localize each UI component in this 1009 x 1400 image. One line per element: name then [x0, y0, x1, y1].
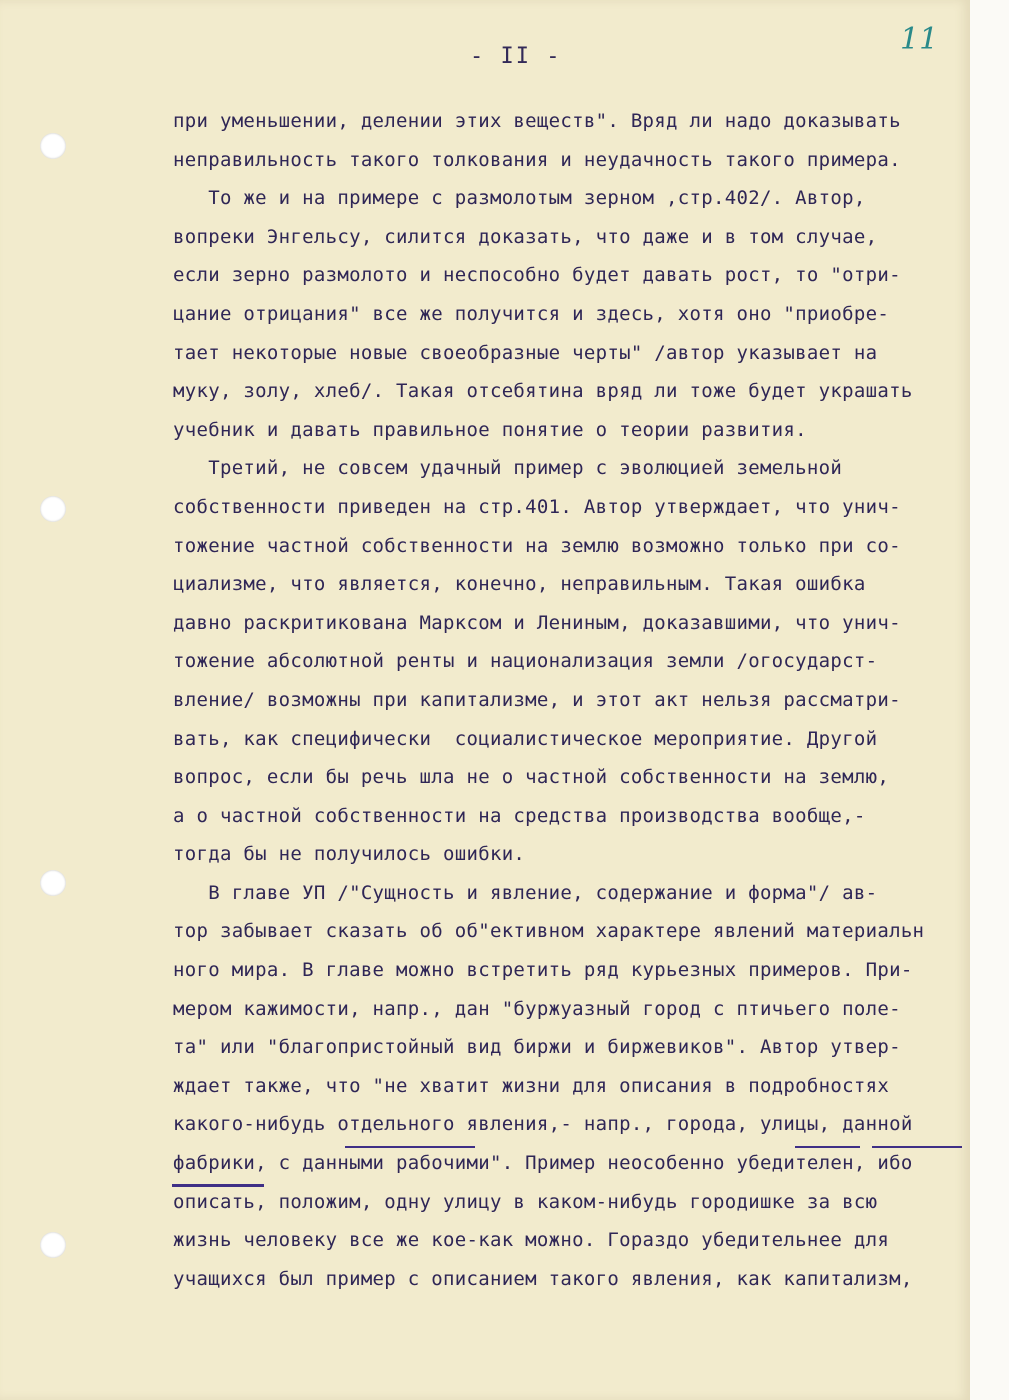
ink-underline: [795, 1146, 860, 1148]
text-line: неправильность такого толкования и неудачность такого примера.: [173, 148, 901, 171]
ink-underline: [172, 1184, 264, 1187]
typed-body-text: [173, 102, 965, 1298]
text-line: учебник и давать правильное понятие о теории развития.: [173, 418, 807, 441]
text-line: вление/ возможны при капитализме, и этот акт нельзя рассматри-: [173, 688, 901, 711]
text-line: мером кажимости, напр., дан "буржуазный город с птичьего поле-: [173, 997, 901, 1020]
handwritten-folio-number: 11: [900, 22, 939, 57]
text-line: учащихся был пример с описанием такого явления, как капитализм,: [173, 1267, 913, 1290]
text-line: та" или "благопристойный вид биржи и биржевиков". Автор утвер-: [173, 1036, 901, 1059]
text-line: ждает также, что "не хватит жизни для описания в подробностях: [173, 1074, 890, 1097]
text-line: ного мира. В главе можно встретить ряд курьезных примеров. При-: [173, 959, 913, 982]
text-line: тор забывает сказать об об"ективном характере явлений материальн: [173, 920, 925, 943]
text-line: собственности приведен на стр.401. Автор утверждает, что унич-: [173, 495, 901, 518]
text-line: тает некоторые новые своеобразные черты" /автор указывает на: [173, 341, 878, 364]
text-line: муку, золу, хлеб/. Такая отсебятина вряд ли тоже будет украшать: [173, 380, 913, 403]
text-line: То же и на примере с размолотым зерном ,стр.402/. Автор,: [173, 187, 866, 210]
binder-hole: [40, 133, 66, 159]
text-line: вопреки Энгельсу, силится доказать, что даже и в том случае,: [173, 225, 878, 248]
text-line: Третий, не совсем удачный пример с эволюцией земельной: [173, 457, 843, 480]
binder-hole: [40, 496, 66, 522]
text-line: вать, как специфически социалистическое мероприятие. Другой: [173, 727, 878, 750]
ink-underline: [345, 1146, 475, 1148]
text-line: циализме, что является, конечно, неправильным. Такая ошибка: [173, 573, 866, 596]
text-line: при уменьшении, делении этих веществ". Вряд ли надо доказывать: [173, 110, 901, 132]
text-line: если зерно размолото и неспособно будет давать рост, то "отри-: [173, 264, 901, 287]
binder-hole: [40, 870, 66, 896]
text-line: вопрос, если бы речь шла не о частной собственности на землю,: [173, 766, 890, 789]
ink-underline: [872, 1146, 962, 1148]
page-edge: [970, 0, 1009, 1400]
text-line: тогда бы не получилось ошибки.: [173, 843, 526, 866]
text-line: цание отрицания" все же получится и здесь, хотя оно "приобре-: [173, 302, 890, 325]
text-line: тожение частной собственности на землю возможно только при со-: [173, 534, 901, 557]
text-line: В главе УП /"Сущность и явление, содержание и форма"/ ав-: [173, 881, 878, 904]
text-line: описать, положим, одну улицу в каком-нибудь городишке за всю: [173, 1190, 878, 1213]
text-line: фабрики, с данными рабочими". Пример неособенно убедителен, ибо: [173, 1152, 913, 1175]
text-line: давно раскритикована Марксом и Лениным, доказавшими, что унич-: [173, 611, 901, 634]
text-line: какого-нибудь отдельного явления,- напр., города, улицы, данной: [173, 1113, 913, 1136]
page-number: - II -: [470, 44, 562, 69]
text-line: жизнь человеку все же кое-как можно. Гораздо убедительнее для: [173, 1229, 890, 1252]
text-line: а о частной собственности на средства производства вообще,-: [173, 804, 866, 827]
binder-hole: [40, 1232, 66, 1258]
text-line: тожение абсолютной ренты и национализация земли /огосударст-: [173, 650, 878, 673]
